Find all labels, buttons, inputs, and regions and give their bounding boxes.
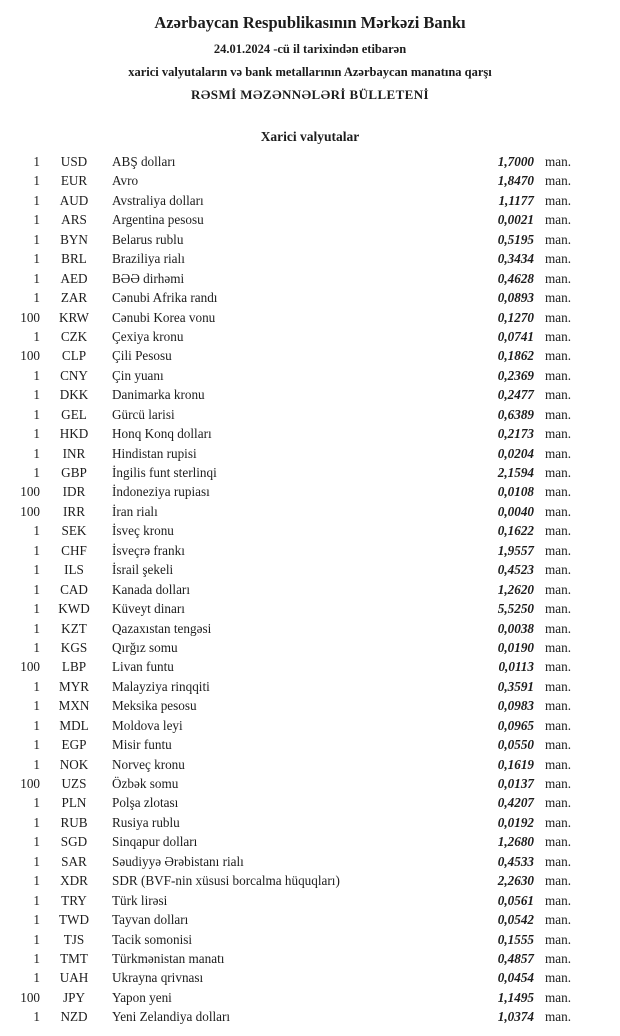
row-unit-label: man.	[545, 737, 572, 753]
table-row	[6, 580, 578, 599]
row-currency-code: TRY	[61, 892, 87, 908]
row-currency-name: Meksika pesosu	[112, 698, 197, 714]
row-unit-label: man.	[545, 290, 572, 306]
row-rate-value: 0,4523	[497, 562, 534, 578]
row-rate-value: 1,7000	[497, 154, 534, 169]
row-currency-name: Tacik somonisi	[112, 931, 193, 947]
table-row	[6, 171, 578, 190]
row-unit-label: man.	[545, 309, 572, 325]
table-row	[6, 463, 578, 482]
table-row	[6, 949, 578, 968]
table-row	[6, 308, 578, 327]
row-currency-code: AUD	[59, 192, 89, 208]
table-row	[6, 385, 578, 404]
row-quantity: 1	[33, 970, 40, 986]
row-currency-name: İsveç kronu	[112, 523, 174, 539]
row-currency-name: Qazaxıstan tengəsi	[112, 620, 212, 636]
row-currency-code: TWD	[58, 912, 90, 928]
bulletin-title: RƏSMİ MƏZƏNNƏLƏRİ BÜLLETENİ	[191, 87, 429, 102]
row-unit-label: man.	[545, 834, 572, 850]
row-unit-label: man.	[545, 212, 572, 228]
row-unit-label: man.	[545, 912, 572, 928]
table-row	[6, 1007, 578, 1026]
row-currency-code: MXN	[58, 698, 90, 714]
row-currency-code: USD	[60, 154, 88, 169]
row-unit-label: man.	[545, 698, 572, 714]
row-currency-name: ABŞ dolları	[112, 154, 176, 169]
row-rate-value: 0,0983	[497, 698, 534, 714]
table-row	[6, 521, 578, 540]
row-rate-value: 0,2173	[497, 426, 534, 442]
row-unit-label: man.	[545, 776, 572, 791]
row-currency-code: IDR	[62, 484, 86, 500]
row-currency-code: TJS	[63, 931, 85, 947]
row-rate-value: 1,8470	[497, 173, 534, 189]
row-quantity: 1	[33, 173, 40, 189]
row-currency-name: Polşa zlotası	[112, 795, 179, 811]
row-currency-name: Argentina pesosu	[112, 212, 204, 228]
table-row	[6, 638, 578, 657]
row-currency-code: HKD	[59, 426, 89, 442]
row-currency-code: IRR	[63, 503, 85, 519]
row-quantity: 1	[33, 192, 40, 208]
row-currency-name: Tayvan dolları	[112, 912, 189, 928]
row-unit-label: man.	[545, 426, 572, 442]
row-currency-code: KRW	[58, 309, 90, 325]
row-unit-label: man.	[545, 989, 572, 1005]
row-rate-value: 0,6389	[497, 406, 534, 422]
row-quantity: 1	[33, 542, 40, 558]
row-quantity: 1	[33, 950, 40, 966]
row-rate-value: 0,0038	[497, 620, 534, 636]
table-row	[6, 891, 578, 910]
table-row	[6, 346, 578, 365]
row-quantity: 1	[33, 873, 40, 889]
row-rate-value: 1,2620	[497, 581, 534, 597]
row-quantity: 1	[33, 328, 40, 344]
table-row	[6, 482, 578, 501]
row-unit-label: man.	[545, 270, 572, 286]
row-currency-name: Honq Konq dolları	[112, 426, 212, 442]
table-row	[6, 405, 578, 424]
row-currency-name: Küveyt dinarı	[112, 601, 185, 617]
row-currency-code: UZS	[61, 776, 87, 791]
row-currency-code: ILS	[64, 562, 84, 578]
row-quantity: 1	[33, 212, 40, 228]
row-rate-value: 0,3434	[497, 251, 534, 267]
row-currency-code: ARS	[61, 212, 87, 228]
table-row	[6, 560, 578, 579]
row-rate-value: 0,0550	[497, 737, 534, 753]
row-quantity: 100	[20, 659, 40, 675]
row-unit-label: man.	[545, 154, 572, 169]
effective-date-line: 24.01.2024 -cü il tarixindən etibarən	[213, 42, 407, 56]
table-row	[6, 152, 578, 171]
table-row	[6, 444, 578, 463]
row-currency-name: Cənubi Korea vonu	[112, 309, 216, 325]
row-rate-value: 0,0137	[497, 776, 534, 791]
row-currency-name: Çexiya kronu	[112, 328, 184, 344]
row-currency-code: MYR	[58, 678, 90, 694]
row-quantity: 1	[33, 426, 40, 442]
row-currency-code: TMT	[60, 950, 88, 966]
row-rate-value: 0,0893	[497, 290, 534, 306]
rates-table	[0, 152, 620, 1027]
row-currency-code: MDL	[59, 717, 89, 733]
row-quantity: 1	[33, 367, 40, 383]
row-currency-name: Moldova leyi	[112, 717, 183, 733]
row-rate-value: 0,0190	[497, 639, 534, 655]
row-unit-label: man.	[545, 620, 572, 636]
row-quantity: 1	[33, 465, 40, 480]
row-quantity: 1	[33, 834, 40, 850]
row-rate-value: 0,0108	[497, 484, 534, 500]
row-rate-value: 0,0040	[497, 503, 534, 519]
table-row	[6, 677, 578, 696]
row-quantity: 1	[33, 270, 40, 286]
row-unit-label: man.	[545, 406, 572, 422]
row-currency-code: LBP	[61, 659, 87, 675]
table-row	[6, 657, 578, 676]
bulletin-header	[0, 13, 620, 103]
row-quantity: 1	[33, 912, 40, 928]
row-quantity: 1	[33, 678, 40, 694]
row-currency-name: Avstraliya dolları	[112, 192, 204, 208]
row-quantity: 100	[20, 309, 40, 325]
table-row	[6, 191, 578, 210]
table-row	[6, 696, 578, 715]
row-rate-value: 0,1862	[497, 348, 534, 364]
row-quantity: 1	[33, 639, 40, 655]
row-currency-code: PLN	[61, 795, 87, 811]
row-rate-value: 0,0454	[497, 970, 534, 986]
row-currency-name: İndoneziya rupiası	[112, 484, 210, 500]
table-row	[6, 366, 578, 385]
row-unit-label: man.	[545, 659, 572, 675]
row-unit-label: man.	[545, 192, 572, 208]
row-quantity: 1	[33, 601, 40, 617]
row-currency-code: CHF	[61, 542, 87, 558]
row-rate-value: 1,0374	[497, 1009, 534, 1025]
row-quantity: 1	[33, 853, 40, 869]
row-currency-name: Belarus rublu	[112, 231, 184, 247]
table-row	[6, 249, 578, 268]
row-currency-name: Səudiyyə Ərəbistanı rialı	[112, 853, 244, 869]
row-currency-code: RUB	[60, 814, 88, 830]
row-rate-value: 0,0021	[497, 212, 534, 228]
row-quantity: 1	[33, 892, 40, 908]
row-rate-value: 2,2630	[497, 873, 534, 889]
row-currency-code: KZT	[61, 620, 87, 636]
row-unit-label: man.	[545, 251, 572, 267]
row-currency-name: Avro	[112, 173, 139, 189]
row-rate-value: 0,0204	[497, 445, 534, 461]
row-currency-name: Norveç kronu	[112, 756, 185, 772]
row-quantity: 1	[33, 562, 40, 578]
row-rate-value: 1,1495	[497, 989, 534, 1005]
row-rate-value: 1,9557	[497, 542, 534, 558]
table-row	[6, 210, 578, 229]
row-quantity: 1	[33, 387, 40, 403]
row-rate-value: 0,1622	[497, 523, 534, 539]
section-title-foreign-currencies: Xarici valyutalar	[260, 129, 360, 144]
row-currency-name: Hindistan rupisi	[112, 445, 197, 461]
row-currency-name: Ukrayna qrivnası	[112, 970, 204, 986]
row-currency-code: DKK	[59, 387, 89, 403]
row-currency-name: Rusiya rublu	[112, 814, 180, 830]
row-currency-name: Türk lirəsi	[112, 892, 168, 908]
row-currency-code: KWD	[58, 601, 90, 617]
row-quantity: 1	[33, 290, 40, 306]
table-row	[6, 832, 578, 851]
row-currency-code: XDR	[60, 873, 88, 889]
table-row	[6, 988, 578, 1007]
row-unit-label: man.	[545, 717, 572, 733]
row-rate-value: 0,4857	[497, 950, 534, 966]
row-currency-name: Çin yuanı	[112, 367, 164, 383]
row-rate-value: 0,5195	[497, 231, 534, 247]
row-currency-name: Özbək somu	[112, 776, 179, 791]
row-currency-name: İngilis funt sterlinqi	[112, 465, 217, 480]
table-row	[6, 269, 578, 288]
row-currency-code: BYN	[60, 231, 88, 247]
row-quantity: 1	[33, 717, 40, 733]
row-unit-label: man.	[545, 756, 572, 772]
row-quantity: 1	[33, 737, 40, 753]
bank-name: Azərbaycan Respublikasının Mərkəzi Bankı	[154, 13, 466, 32]
row-currency-code: EUR	[60, 173, 88, 189]
row-quantity: 1	[33, 1009, 40, 1025]
row-currency-code: INR	[62, 445, 86, 461]
row-unit-label: man.	[545, 231, 572, 247]
row-currency-code: NOK	[59, 756, 89, 772]
row-unit-label: man.	[545, 795, 572, 811]
row-rate-value: 5,5250	[497, 601, 534, 617]
row-unit-label: man.	[545, 465, 572, 480]
row-currency-code: CZK	[60, 328, 88, 344]
row-currency-name: Yapon yeni	[112, 989, 172, 1005]
row-currency-name: Sinqapur dolları	[112, 834, 198, 850]
row-unit-label: man.	[545, 542, 572, 558]
row-quantity: 1	[33, 795, 40, 811]
row-unit-label: man.	[545, 562, 572, 578]
row-rate-value: 0,1619	[497, 756, 534, 772]
row-unit-label: man.	[545, 581, 572, 597]
row-currency-name: BƏƏ dirhəmi	[112, 270, 185, 286]
row-currency-code: GBP	[61, 465, 87, 480]
row-currency-name: Cənubi Afrika randı	[112, 290, 218, 306]
row-currency-code: NZD	[60, 1009, 88, 1025]
row-currency-code: CLP	[61, 348, 87, 364]
row-currency-name: Danimarka kronu	[112, 387, 205, 403]
row-currency-name: Çili Pesosu	[112, 348, 172, 364]
row-currency-name: Gürcü larisi	[112, 406, 175, 422]
row-currency-name: SDR (BVF-nin xüsusi borcalma hüquqları)	[112, 873, 340, 889]
row-rate-value: 0,0192	[497, 814, 534, 830]
row-rate-value: 0,0113	[498, 659, 534, 675]
row-quantity: 1	[33, 445, 40, 461]
row-currency-code: CNY	[60, 367, 88, 383]
table-row	[6, 930, 578, 949]
row-unit-label: man.	[545, 970, 572, 986]
row-rate-value: 1,1177	[498, 192, 534, 208]
row-rate-value: 0,1270	[497, 309, 534, 325]
row-unit-label: man.	[545, 814, 572, 830]
row-unit-label: man.	[545, 873, 572, 889]
row-unit-label: man.	[545, 328, 572, 344]
table-row	[6, 735, 578, 754]
row-unit-label: man.	[545, 1009, 572, 1025]
row-currency-code: BRL	[61, 251, 87, 267]
row-rate-value: 0,0542	[497, 912, 534, 928]
row-quantity: 100	[20, 989, 40, 1005]
row-currency-code: CAD	[60, 581, 88, 597]
row-currency-code: SGD	[60, 834, 88, 850]
bulletin-subtitle: xarici valyutaların və bank metallarının Azərbaycan manatına qarşı	[128, 65, 492, 79]
row-currency-name: İsrail şekeli	[112, 562, 174, 578]
table-row	[6, 288, 578, 307]
row-currency-code: SEK	[61, 523, 87, 539]
row-currency-name: Yeni Zelandiya dolları	[112, 1009, 231, 1025]
row-rate-value: 0,3591	[497, 678, 534, 694]
table-row	[6, 502, 578, 521]
row-quantity: 100	[20, 503, 40, 519]
row-currency-name: İsveçrə frankı	[112, 542, 185, 558]
row-currency-name: Türkmənistan manatı	[112, 950, 225, 966]
row-quantity: 100	[20, 348, 40, 364]
row-currency-name: Misir funtu	[112, 737, 172, 753]
table-row	[6, 813, 578, 832]
row-currency-code: GEL	[61, 406, 87, 422]
table-row	[6, 871, 578, 890]
row-unit-label: man.	[545, 503, 572, 519]
row-unit-label: man.	[545, 678, 572, 694]
row-unit-label: man.	[545, 931, 572, 947]
row-rate-value: 0,2369	[497, 367, 534, 383]
row-rate-value: 2,1594	[497, 465, 534, 480]
row-quantity: 100	[20, 776, 40, 791]
row-unit-label: man.	[545, 387, 572, 403]
row-quantity: 1	[33, 523, 40, 539]
row-rate-value: 0,4533	[497, 853, 534, 869]
row-quantity: 1	[33, 620, 40, 636]
table-row	[6, 541, 578, 560]
row-rate-value: 0,1555	[497, 931, 534, 947]
row-unit-label: man.	[545, 484, 572, 500]
row-unit-label: man.	[545, 950, 572, 966]
row-currency-name: Braziliya rialı	[112, 251, 185, 267]
row-unit-label: man.	[545, 892, 572, 908]
table-row	[6, 774, 578, 793]
row-rate-value: 0,0965	[497, 717, 534, 733]
row-currency-code: SAR	[61, 853, 87, 869]
table-row	[6, 230, 578, 249]
row-rate-value: 0,4628	[497, 270, 534, 286]
row-quantity: 1	[33, 406, 40, 422]
row-unit-label: man.	[545, 367, 572, 383]
row-unit-label: man.	[545, 445, 572, 461]
table-row	[6, 327, 578, 346]
row-rate-value: 0,4207	[497, 795, 534, 811]
table-row	[6, 599, 578, 618]
row-currency-code: ZAR	[60, 290, 88, 306]
row-currency-name: Kanada dolları	[112, 581, 190, 597]
row-unit-label: man.	[545, 853, 572, 869]
row-quantity: 1	[33, 814, 40, 830]
row-currency-code: AED	[60, 270, 88, 286]
row-currency-name: Qırğız somu	[112, 639, 178, 655]
row-quantity: 1	[33, 756, 40, 772]
table-row	[6, 755, 578, 774]
row-unit-label: man.	[545, 523, 572, 539]
table-row	[6, 968, 578, 987]
row-rate-value: 0,0561	[497, 892, 534, 908]
row-unit-label: man.	[545, 601, 572, 617]
row-unit-label: man.	[545, 173, 572, 189]
row-currency-code: KGS	[60, 639, 88, 655]
row-currency-code: EGP	[61, 737, 87, 753]
row-unit-label: man.	[545, 639, 572, 655]
row-quantity: 1	[33, 931, 40, 947]
table-row	[6, 424, 578, 443]
row-quantity: 1	[33, 154, 40, 169]
row-rate-value: 0,2477	[497, 387, 534, 403]
row-currency-name: Livan funtu	[112, 659, 174, 675]
table-row	[6, 852, 578, 871]
row-quantity: 1	[33, 231, 40, 247]
row-currency-code: JPY	[63, 989, 85, 1005]
row-currency-code: UAH	[59, 970, 89, 986]
table-row	[6, 716, 578, 735]
row-currency-name: Malayziya rinqqiti	[112, 678, 210, 694]
row-currency-name: İran rialı	[112, 503, 158, 519]
table-row	[6, 793, 578, 812]
row-unit-label: man.	[545, 348, 572, 364]
table-row	[6, 910, 578, 929]
row-quantity: 1	[33, 698, 40, 714]
row-quantity: 1	[33, 581, 40, 597]
row-rate-value: 1,2680	[497, 834, 534, 850]
table-row	[6, 619, 578, 638]
row-quantity: 100	[20, 484, 40, 500]
row-quantity: 1	[33, 251, 40, 267]
row-rate-value: 0,0741	[497, 328, 534, 344]
